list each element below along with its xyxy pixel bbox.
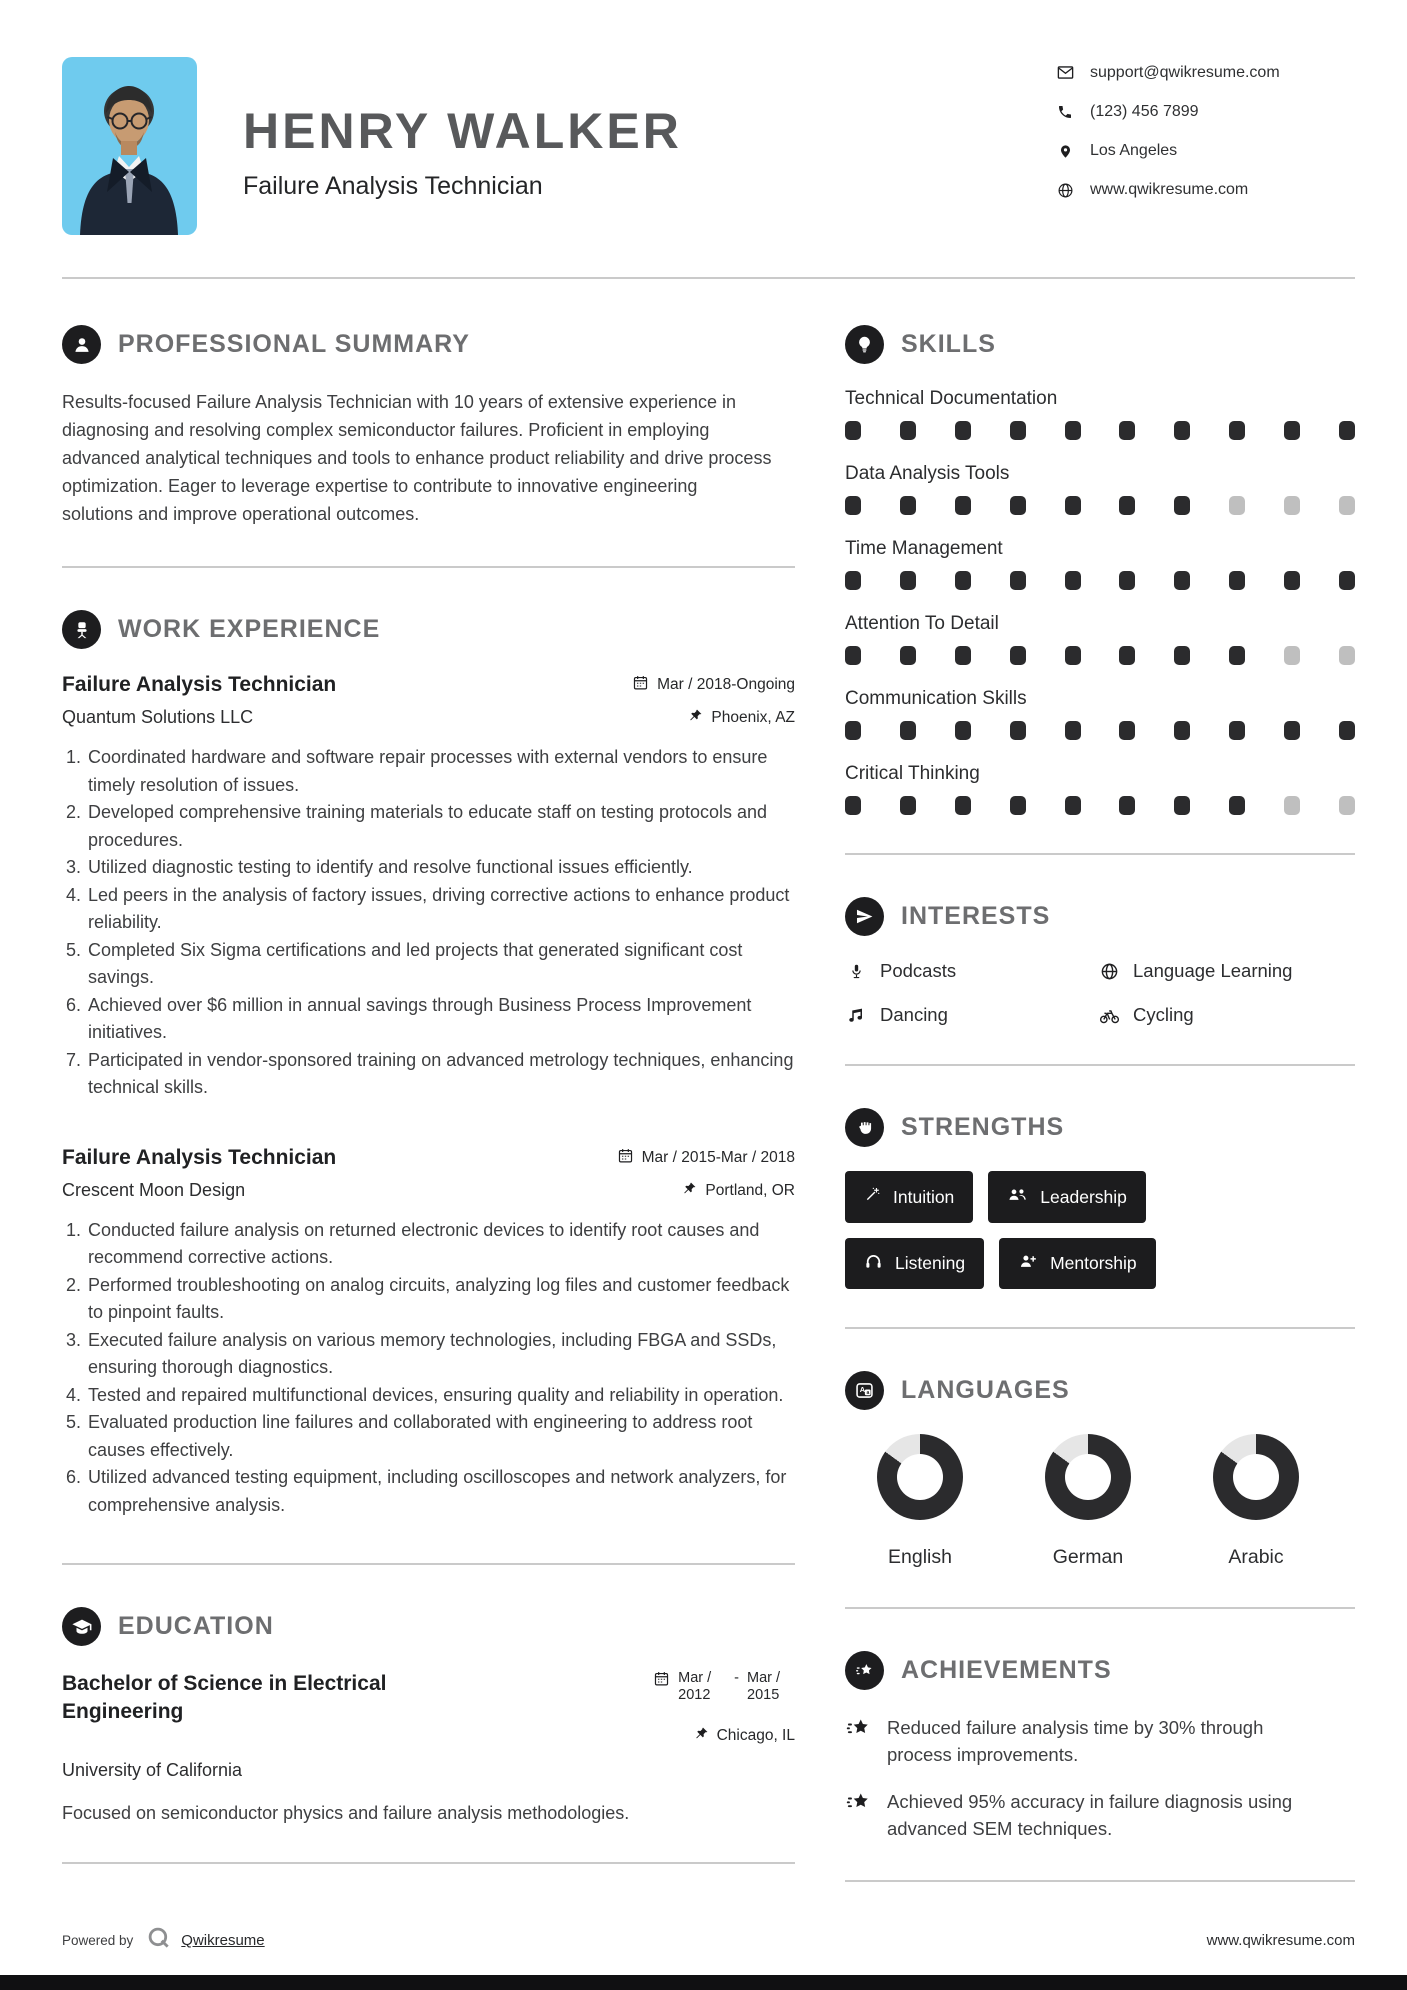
skill-rating	[845, 421, 1355, 440]
interests-heading: INTERESTS	[901, 902, 1051, 930]
strength-label: Leadership	[1040, 1186, 1127, 1207]
person-icon	[62, 325, 101, 364]
skill-dot-filled	[955, 421, 971, 440]
profile-photo	[62, 57, 197, 235]
education-heading: EDUCATION	[118, 1612, 274, 1640]
qwikresume-link[interactable]: Qwikresume	[181, 1932, 265, 1949]
job-entry	[62, 673, 795, 1102]
skill-dot-filled	[1010, 646, 1026, 665]
job-location	[688, 708, 795, 728]
footer-website: www.qwikresume.com	[1206, 1932, 1355, 1949]
lightbulb-icon	[845, 325, 884, 364]
skill-dot-filled	[955, 571, 971, 590]
school-name: University of California	[62, 1760, 243, 1780]
skill-dot-filled	[1174, 646, 1190, 665]
education-location	[653, 1726, 795, 1746]
skill-dot-filled	[900, 571, 916, 590]
contact-phone-text: (123) 456 7899	[1090, 103, 1199, 120]
skill-dot-filled	[1174, 421, 1190, 440]
education-dates	[653, 1670, 795, 1704]
job-location-text: Phoenix, AZ	[711, 709, 795, 726]
calendar-icon	[617, 1147, 634, 1169]
interest-label: Language Learning	[1133, 960, 1293, 981]
language-donut	[1045, 1434, 1131, 1520]
job-bullet-list	[86, 1217, 795, 1520]
magic-wand-icon	[864, 1186, 881, 1208]
skill-dot-empty	[1284, 646, 1300, 665]
contact-location	[1055, 142, 1355, 160]
bullet-item: 2. Developed comprehensive training materials to educate staff on testing protocols and procedures.	[86, 799, 795, 854]
skill-rating	[845, 571, 1355, 590]
job-title: Failure Analysis Technician	[62, 673, 337, 696]
strength-chip	[845, 1238, 984, 1289]
strength-label: Intuition	[893, 1186, 955, 1207]
contact-phone	[1055, 103, 1355, 121]
date-separator: -	[734, 1670, 739, 1686]
job-bullet-list	[86, 744, 795, 1102]
contact-block	[1055, 57, 1355, 220]
interest-item	[1098, 1004, 1355, 1026]
job-title: Failure Analysis Technician	[62, 1145, 337, 1169]
language-label: German	[1052, 1546, 1124, 1568]
skill-dot-filled	[1229, 721, 1245, 740]
translate-icon	[845, 1371, 884, 1410]
fist-icon	[845, 1108, 884, 1147]
bullet-item: 5. Completed Six Sigma certifications and led projects that generated significant cost savings.	[86, 937, 795, 992]
header	[0, 0, 1407, 279]
skill-dot-filled	[955, 721, 971, 740]
skill-label: Attention To Detail	[845, 613, 999, 634]
skill-dot-empty	[1339, 646, 1355, 665]
strengths-section-header	[845, 1108, 1355, 1147]
skill-dot-filled	[1229, 796, 1245, 815]
skill-dot-filled	[1174, 571, 1190, 590]
pushpin-icon	[694, 1726, 709, 1746]
skill-dot-filled	[1010, 421, 1026, 440]
skill-dot-filled	[900, 646, 916, 665]
music-note-icon	[845, 1006, 867, 1024]
skill-dot-filled	[1119, 496, 1135, 515]
job-dates-text: Mar / 2015-Mar / 2018	[641, 1148, 795, 1166]
footer	[62, 1925, 1355, 1956]
skill-label: Critical Thinking	[845, 763, 980, 784]
pushpin-icon	[682, 1181, 697, 1201]
skill-dot-filled	[1284, 421, 1300, 440]
experience-section-header	[62, 610, 795, 649]
language-item	[845, 1434, 995, 1569]
achievements-section-header	[845, 1651, 1355, 1690]
skill-dot-filled	[845, 421, 861, 440]
interest-item	[845, 1004, 1098, 1026]
strength-chip	[988, 1171, 1146, 1223]
skill-dot-filled	[1174, 496, 1190, 515]
strength-chip	[845, 1171, 973, 1223]
section-divider	[845, 1064, 1355, 1066]
skill-dot-filled	[1010, 496, 1026, 515]
bullet-item: 2. Performed troubleshooting on analog circuits, analyzing log files and customer feedback to pinpoint faults.	[86, 1272, 795, 1327]
skill-dot-filled	[1284, 571, 1300, 590]
summary-heading: PROFESSIONAL SUMMARY	[118, 330, 470, 358]
skill-dot-filled	[1119, 421, 1135, 440]
skill-row	[845, 463, 1355, 515]
contact-email	[1055, 63, 1355, 82]
section-divider	[845, 1607, 1355, 1609]
bullet-item: 3. Executed failure analysis on various memory technologies, including FBGA and SSDs, ensuring thorough diagnostics.	[86, 1327, 795, 1382]
bottom-bar	[0, 1975, 1407, 1990]
bullet-item: 4. Led peers in the analysis of factory issues, driving corrective actions to enhance product reliability.	[86, 882, 795, 937]
skill-label: Technical Documentation	[845, 388, 1058, 409]
skill-dot-filled	[955, 796, 971, 815]
skill-dot-filled	[900, 721, 916, 740]
person-portrait	[62, 57, 197, 235]
strength-label: Mentorship	[1050, 1253, 1137, 1273]
job-entry	[62, 1146, 795, 1520]
skill-dot-filled	[845, 646, 861, 665]
skill-dot-empty	[1339, 496, 1355, 515]
bullet-item: 5. Evaluated production line failures and collaborated with engineering to address root causes effectively.	[86, 1409, 795, 1464]
qwikresume-logo-icon	[146, 1925, 172, 1956]
summary-section-header	[62, 325, 795, 364]
achievement-item	[845, 1788, 1355, 1842]
language-donut	[877, 1434, 963, 1520]
skill-dot-filled	[1119, 796, 1135, 815]
shooting-star-icon	[845, 1715, 872, 1768]
globe-icon	[1098, 962, 1120, 981]
education-section-header	[62, 1607, 795, 1646]
bullet-item: 4. Tested and repaired multifunctional devices, ensuring quality and reliability in operation.	[86, 1382, 795, 1410]
education-end-date: Mar / 2015	[747, 1670, 781, 1703]
achievements-heading: ACHIEVEMENTS	[901, 1656, 1112, 1684]
skill-row	[845, 613, 1355, 665]
skill-dot-filled	[1010, 721, 1026, 740]
skill-dot-filled	[1065, 571, 1081, 590]
skill-dot-empty	[1284, 496, 1300, 515]
skill-dot-filled	[1010, 571, 1026, 590]
headphones-icon	[864, 1252, 883, 1276]
candidate-name: HENRY WALKER	[243, 103, 682, 159]
language-label: Arabic	[1228, 1546, 1284, 1568]
education-start-date: Mar / 2012	[678, 1670, 712, 1703]
skill-dot-filled	[900, 796, 916, 815]
degree-title: Bachelor of Science in Electrical Engineering	[62, 1672, 387, 1724]
contact-email-text: support@qwikresume.com	[1090, 63, 1280, 81]
language-item	[1181, 1434, 1331, 1569]
job-company: Crescent Moon Design	[62, 1179, 246, 1200]
section-divider	[845, 1327, 1355, 1329]
section-divider	[62, 566, 795, 568]
language-donut	[1213, 1434, 1299, 1520]
education-description: Focused on semiconductor physics and failure analysis methodologies.	[62, 1803, 630, 1823]
svg-text:a: a	[866, 1390, 870, 1397]
strength-label: Listening	[895, 1253, 966, 1273]
interest-label: Podcasts	[880, 960, 957, 981]
skill-dot-filled	[1065, 646, 1081, 665]
bullet-item: 1. Coordinated hardware and software repair processes with external vendors to ensure timely resolution of issues.	[86, 744, 795, 799]
languages-list	[845, 1434, 1355, 1569]
skill-dot-filled	[1119, 646, 1135, 665]
interest-label: Dancing	[880, 1004, 948, 1025]
office-chair-icon	[62, 610, 101, 649]
candidate-title: Failure Analysis Technician	[243, 171, 543, 200]
skill-dot-empty	[1339, 796, 1355, 815]
skill-dot-filled	[1229, 646, 1245, 665]
skills-heading: SKILLS	[901, 330, 996, 358]
contact-website	[1055, 181, 1355, 199]
bullet-item: 6. Utilized advanced testing equipment, including oscilloscopes and network analyzers, for comprehensive analysis.	[86, 1464, 795, 1519]
job-location	[682, 1181, 795, 1201]
languages-heading: LANGUAGES	[901, 1376, 1070, 1404]
interest-item	[1098, 960, 1355, 982]
skill-rating	[845, 646, 1355, 665]
svg-text:A: A	[859, 1385, 866, 1395]
skill-dot-filled	[845, 796, 861, 815]
skill-dot-filled	[1339, 721, 1355, 740]
left-column	[62, 325, 795, 1924]
microphone-icon	[845, 963, 867, 980]
interests-list	[845, 960, 1355, 1026]
calendar-icon	[632, 674, 649, 696]
location-icon	[1055, 144, 1075, 159]
phone-icon	[1055, 104, 1075, 120]
skill-row	[845, 388, 1355, 440]
skill-dot-filled	[1065, 496, 1081, 515]
skill-dot-filled	[845, 571, 861, 590]
skill-dot-filled	[1174, 721, 1190, 740]
section-divider	[845, 1880, 1355, 1882]
right-column	[845, 325, 1355, 1924]
bullet-item: 1. Conducted failure analysis on returned electronic devices to identify root causes and recommend corrective actions.	[86, 1217, 795, 1272]
strengths-heading: STRENGTHS	[901, 1113, 1065, 1141]
skill-label: Communication Skills	[845, 688, 1027, 709]
shooting-star-icon	[845, 1651, 884, 1690]
section-divider	[845, 853, 1355, 855]
section-divider	[62, 1862, 795, 1864]
achievement-text: Reduced failure analysis time by 30% through process improvements.	[887, 1717, 1264, 1765]
skill-label: Data Analysis Tools	[845, 463, 1010, 484]
skill-dot-filled	[1119, 571, 1135, 590]
skill-dot-filled	[1065, 796, 1081, 815]
achievement-text: Achieved 95% accuracy in failure diagnosis using advanced SEM techniques.	[887, 1791, 1293, 1839]
skill-dot-filled	[1284, 721, 1300, 740]
language-label: English	[888, 1546, 952, 1568]
skill-dot-filled	[1065, 721, 1081, 740]
paper-plane-icon	[845, 897, 884, 936]
skill-dot-filled	[900, 421, 916, 440]
skill-row	[845, 763, 1355, 815]
education-location-text: Chicago, IL	[716, 1727, 795, 1744]
skill-dot-empty	[1284, 796, 1300, 815]
skill-rating	[845, 496, 1355, 515]
language-item	[1013, 1434, 1163, 1569]
education-entry	[62, 1670, 795, 1746]
skill-rating	[845, 796, 1355, 815]
bullet-item: 7. Participated in vendor-sponsored training on advanced metrology techniques, enhancing technical skills.	[86, 1047, 795, 1102]
interests-section-header	[845, 897, 1355, 936]
skill-dot-filled	[1119, 721, 1135, 740]
skill-rating	[845, 721, 1355, 740]
team-icon	[1007, 1184, 1028, 1210]
job-dates	[617, 1147, 795, 1169]
email-icon	[1055, 63, 1075, 82]
skill-dot-filled	[1065, 421, 1081, 440]
bicycle-icon	[1098, 1005, 1120, 1026]
shooting-star-icon	[845, 1789, 872, 1842]
skill-dot-filled	[955, 496, 971, 515]
powered-by-label: Powered by	[62, 1933, 134, 1948]
skill-dot-filled	[955, 646, 971, 665]
job-dates	[632, 674, 795, 696]
website-icon	[1055, 182, 1075, 199]
skill-dot-filled	[1229, 571, 1245, 590]
interest-label: Cycling	[1133, 1004, 1194, 1025]
job-location-text: Portland, OR	[705, 1181, 795, 1199]
skill-label: Time Management	[845, 538, 1003, 559]
job-company: Quantum Solutions LLC	[62, 707, 254, 727]
bullet-item: 6. Achieved over $6 million in annual savings through Business Process Improvement initiatives.	[86, 992, 795, 1047]
skill-row	[845, 688, 1355, 740]
skill-dot-empty	[1229, 496, 1245, 515]
interest-item	[845, 960, 1098, 982]
skill-dot-filled	[1174, 796, 1190, 815]
achievement-item	[845, 1714, 1355, 1768]
skills-section-header	[845, 325, 1355, 364]
skill-dot-filled	[1010, 796, 1026, 815]
graduation-cap-icon	[62, 1607, 101, 1646]
job-dates-text: Mar / 2018-Ongoing	[657, 676, 795, 693]
summary-text: Results-focused Failure Analysis Technician with 10 years of extensive experience in diagnosing and resolving complex semiconductor failures. Proficient in employing advanced analytical techniques and tools to enhance product reliability and drive process optimization. Eager to leverage expertise to contribute to innovative engineering solutions and improve operational outcomes.	[62, 392, 772, 524]
pushpin-icon	[688, 708, 703, 728]
skill-dot-filled	[845, 721, 861, 740]
languages-section-header	[845, 1371, 1355, 1410]
strength-chip	[999, 1238, 1156, 1289]
skill-dot-filled	[1339, 571, 1355, 590]
section-divider	[62, 1563, 795, 1565]
calendar-icon	[653, 1670, 670, 1691]
contact-location-text: Los Angeles	[1090, 142, 1178, 159]
skill-row	[845, 538, 1355, 590]
skill-dot-filled	[900, 496, 916, 515]
skill-dot-filled	[1229, 421, 1245, 440]
experience-heading: WORK EXPERIENCE	[118, 615, 381, 643]
skill-dot-filled	[1339, 421, 1355, 440]
skill-dot-filled	[845, 496, 861, 515]
bullet-item: 3. Utilized diagnostic testing to identify and resolve functional issues efficiently.	[86, 854, 795, 882]
contact-website-text: www.qwikresume.com	[1090, 181, 1249, 198]
mentor-icon	[1018, 1251, 1038, 1276]
